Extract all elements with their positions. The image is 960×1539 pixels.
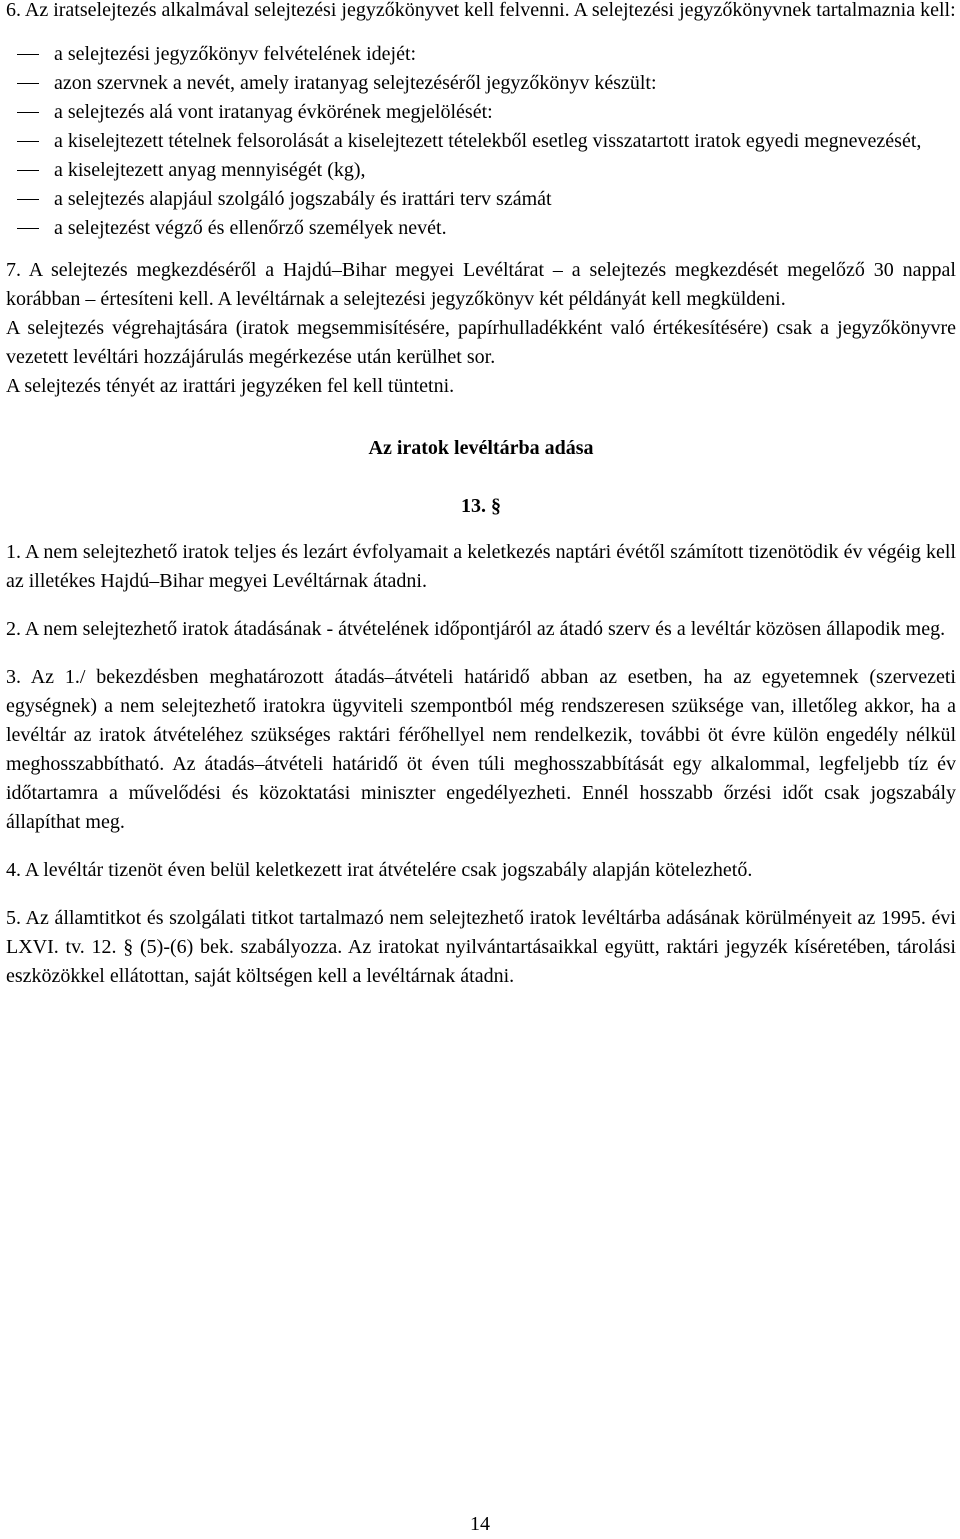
list-item: a kiselejtezett anyag mennyiségét (kg),	[6, 156, 956, 185]
paragraph-2: 2. A nem selejtezhető iratok átadásának - átvételének időpontjáról az átadó szerv és a levéltár közösen állapodik meg.	[6, 618, 946, 640]
paragraph-number: 13. §	[461, 495, 501, 517]
list-item: a selejtezés alapjául szolgáló jogszabály és irattári terv számát	[6, 185, 956, 214]
list-item: a selejtezést végző és ellenőrző személyek nevét.	[6, 214, 956, 243]
section-7-paragraph-2: A selejtezés végrehajtására (iratok megsemmisítésére, papírhulladékként való értékesítésére) csak a jegyzőkönyvre vezetett levéltári hozzájárulás megérkezése után kerülhet sor.	[6, 317, 956, 368]
section-6-intro: 6. Az iratselejtezés alkalmával selejtezési jegyzőkönyvet kell felvenni. A selejtezési jegyzőkönyvnek tartalmaznia kell:	[6, 0, 956, 21]
paragraph-5: 5. Az államtitkot és szolgálati titkot tartalmazó nem selejtezhető iratok levéltárba adásának körülményeit az 1995. évi LXVI. tv. 12. § (5)-(6) bek. szabályozza. Az iratokat nyilvántartásaikkal együtt, raktári jegyzék kíséretében, tárolási eszközökkel ellátottan, saját költségen kell a levéltárnak átadni.	[6, 907, 956, 987]
section-7-paragraph-3: A selejtezés tényét az irattári jegyzéken fel kell tüntetni.	[6, 375, 455, 397]
paragraph-3: 3. Az 1./ bekezdésben meghatározott átadás–átvételi határidő abban az esetben, ha az egyetemnek (szervezeti egységnek) a nem selejtezhető iratokra ügyviteli szempontból még rendszeresen szüksége van, illetőleg akkor, ha a levéltár az iratok átvételéhez szükséges raktári férőhellyel nem rendelkezik, további öt évre külön engedély nélkül meghosszabbítható. Az átadás–átvételi határidő öt éven túli meghosszabbítását egy alkalommal, legfeljebb tíz év időtartamra a művelődési és közoktatási miniszter engedélyezheti. Ennél hosszabb őrzési időt csak jogszabály állapíthat meg.	[6, 666, 956, 833]
chapter-title: Az iratok levéltárba adása	[368, 437, 594, 459]
list-item: a selejtezés alá vont iratanyag évkörének megjelölését:	[6, 98, 956, 127]
page-number: 14	[470, 1513, 490, 1535]
document-page	[6, 0, 956, 991]
protocol-requirements-list	[6, 40, 956, 243]
list-item: azon szervnek a nevét, amely iratanyag selejtezéséről jegyzőkönyv készült:	[6, 69, 956, 98]
paragraph-4: 4. A levéltár tizenöt éven belül keletkezett irat átvételére csak jogszabály alapján kötelezhető.	[6, 859, 753, 881]
section-7-paragraph-1: 7. A selejtezés megkezdéséről a Hajdú–Bihar megyei Levéltárat – a selejtezés megkezdését megelőző 30 nappal korábban – értesíteni kell. A levéltárnak a selejtezési jegyzőkönyv két példányát kell megküldeni.	[6, 259, 956, 310]
list-item: a kiselejtezett tételnek felsorolását a kiselejtezett tételekből esetleg visszatartott iratok egyedi megnevezését,	[6, 127, 956, 156]
paragraph-1: 1. A nem selejtezhető iratok teljes és lezárt évfolyamait a keletkezés naptári évétől számított tizenötödik év végéig kell az illetékes Hajdú–Bihar megyei Levéltárnak átadni.	[6, 541, 956, 592]
list-item: a selejtezési jegyzőkönyv felvételének idejét:	[6, 40, 956, 69]
